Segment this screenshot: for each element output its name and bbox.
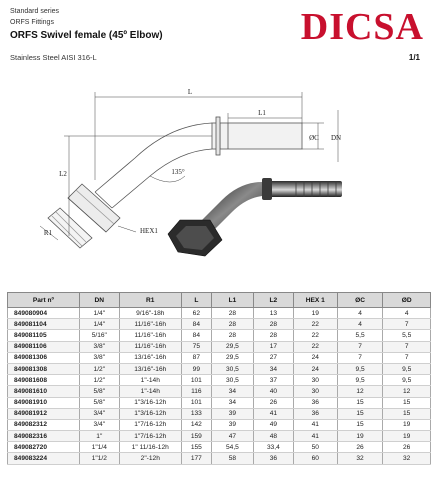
- table-cell: 28: [253, 319, 293, 330]
- table-cell: 32: [383, 453, 431, 464]
- table-cell: 1"7/16-12h: [119, 431, 181, 442]
- col-l2: L2: [253, 293, 293, 308]
- dim-L2: L2: [59, 170, 67, 178]
- table-cell: 36: [293, 408, 337, 419]
- table-cell: 30,5: [211, 375, 253, 386]
- table-cell: 1/2": [79, 363, 119, 374]
- table-cell: 12: [337, 386, 383, 397]
- table-cell: 849080904: [8, 308, 80, 319]
- table-cell: 49: [253, 419, 293, 430]
- spec-table-body: [8, 308, 431, 465]
- table-cell: 41: [293, 431, 337, 442]
- table-cell: 19: [383, 431, 431, 442]
- series-label: Standard series: [10, 8, 60, 15]
- table-cell: 1"7/16-12h: [119, 419, 181, 430]
- table-row: [8, 397, 431, 408]
- table-cell: 849083224: [8, 453, 80, 464]
- table-cell: 75: [181, 341, 211, 352]
- table-row: [8, 442, 431, 453]
- table-cell: 1" 11/16-12h: [119, 442, 181, 453]
- table-cell: 849081910: [8, 397, 80, 408]
- col-l1: L1: [211, 293, 253, 308]
- table-cell: 40: [253, 386, 293, 397]
- table-row: [8, 386, 431, 397]
- dim-R1: R1: [43, 229, 53, 237]
- table-row: [8, 363, 431, 374]
- table-cell: 7: [383, 341, 431, 352]
- table-row: [8, 308, 431, 319]
- table-cell: 26: [337, 442, 383, 453]
- col-hex1: HEX 1: [293, 293, 337, 308]
- table-cell: 15: [337, 419, 383, 430]
- dicsa-logo: [274, 6, 424, 44]
- table-cell: 15: [337, 408, 383, 419]
- table-cell: 5,5: [383, 330, 431, 341]
- table-row: [8, 330, 431, 341]
- table-cell: 1": [79, 431, 119, 442]
- table-cell: 3/8": [79, 341, 119, 352]
- table-cell: 19: [293, 308, 337, 319]
- col-dn: DN: [79, 293, 119, 308]
- table-cell: 7: [337, 341, 383, 352]
- page-title: ORFS Swivel female (45º Elbow): [10, 30, 163, 41]
- table-cell: 87: [181, 352, 211, 363]
- table-cell: 9,5: [383, 363, 431, 374]
- table-cell: 5,5: [337, 330, 383, 341]
- table-cell: 41: [293, 419, 337, 430]
- table-cell: 12: [383, 386, 431, 397]
- table-row: [8, 419, 431, 430]
- table-cell: 19: [383, 419, 431, 430]
- table-cell: 41: [253, 408, 293, 419]
- table-cell: 28: [211, 308, 253, 319]
- table-row: [8, 319, 431, 330]
- table-cell: 849082312: [8, 419, 80, 430]
- table-cell: 34: [253, 363, 293, 374]
- table-cell: 1"3/16-12h: [119, 408, 181, 419]
- table-cell: 29,5: [211, 341, 253, 352]
- table-cell: 849081104: [8, 319, 80, 330]
- spec-table: [7, 292, 431, 465]
- table-cell: 849081306: [8, 352, 80, 363]
- col-part-no: Part nº: [8, 293, 80, 308]
- table-cell: 39: [211, 408, 253, 419]
- table-cell: 133: [181, 408, 211, 419]
- table-cell: 5/8": [79, 397, 119, 408]
- category-label: ORFS Fittings: [10, 19, 54, 26]
- table-cell: 849082316: [8, 431, 80, 442]
- table-cell: 34: [211, 397, 253, 408]
- table-cell: 159: [181, 431, 211, 442]
- table-cell: 1"1/2: [79, 453, 119, 464]
- table-cell: 36: [293, 397, 337, 408]
- table-cell: 7: [337, 352, 383, 363]
- table-cell: 27: [253, 352, 293, 363]
- table-cell: 29,5: [211, 352, 253, 363]
- table-cell: 4: [337, 308, 383, 319]
- table-cell: 48: [253, 431, 293, 442]
- table-cell: 39: [211, 419, 253, 430]
- table-cell: 142: [181, 419, 211, 430]
- table-cell: 58: [211, 453, 253, 464]
- table-cell: 24: [293, 363, 337, 374]
- table-row: [8, 341, 431, 352]
- table-cell: 54,5: [211, 442, 253, 453]
- table-cell: 1/4": [79, 319, 119, 330]
- dim-L1: L1: [258, 109, 266, 117]
- table-cell: 3/4": [79, 419, 119, 430]
- table-cell: 13/16"-16h: [119, 352, 181, 363]
- table-cell: 3/8": [79, 352, 119, 363]
- table-cell: 62: [181, 308, 211, 319]
- table-cell: 1"3/16-12h: [119, 397, 181, 408]
- table-row: [8, 453, 431, 464]
- table-cell: 36: [253, 453, 293, 464]
- table-cell: 849081610: [8, 386, 80, 397]
- technical-drawing: [0, 80, 438, 290]
- table-cell: 7: [383, 352, 431, 363]
- table-header-row: [8, 293, 431, 308]
- table-cell: 849081105: [8, 330, 80, 341]
- table-cell: 7: [383, 319, 431, 330]
- table-cell: 5/8": [79, 386, 119, 397]
- table-cell: 30: [293, 386, 337, 397]
- table-cell: 1/4": [79, 308, 119, 319]
- table-cell: 1"-14h: [119, 375, 181, 386]
- dim-DN: DN: [330, 134, 342, 142]
- table-cell: 22: [293, 330, 337, 341]
- table-cell: 33,4: [253, 442, 293, 453]
- table-cell: 9/16"-18h: [119, 308, 181, 319]
- table-cell: 15: [337, 397, 383, 408]
- table-row: [8, 408, 431, 419]
- table-cell: 101: [181, 397, 211, 408]
- table-cell: 9,5: [383, 375, 431, 386]
- table-cell: 11/16"-16h: [119, 319, 181, 330]
- table-cell: 116: [181, 386, 211, 397]
- table-cell: 9,5: [337, 375, 383, 386]
- table-cell: 13: [253, 308, 293, 319]
- table-cell: 5/16": [79, 330, 119, 341]
- table-cell: 99: [181, 363, 211, 374]
- table-row: [8, 352, 431, 363]
- table-cell: 26: [383, 442, 431, 453]
- dim-L: L: [187, 88, 193, 96]
- table-cell: 849081912: [8, 408, 80, 419]
- table-cell: 22: [293, 319, 337, 330]
- table-cell: 19: [337, 431, 383, 442]
- material-label: Stainless Steel AISI 316-L: [10, 53, 97, 62]
- table-cell: 13/16"-16h: [119, 363, 181, 374]
- col-d: ØD: [383, 293, 431, 308]
- table-cell: 849081106: [8, 341, 80, 352]
- table-cell: 47: [211, 431, 253, 442]
- table-cell: 50: [293, 442, 337, 453]
- table-cell: 30,5: [211, 363, 253, 374]
- col-c: ØC: [337, 293, 383, 308]
- table-row: [8, 375, 431, 386]
- table-cell: 60: [293, 453, 337, 464]
- table-row: [8, 431, 431, 442]
- dim-hex: HEX1: [140, 227, 158, 235]
- table-cell: 849081608: [8, 375, 80, 386]
- table-cell: 22: [293, 341, 337, 352]
- table-cell: 84: [181, 330, 211, 341]
- table-cell: 34: [211, 386, 253, 397]
- table-cell: 24: [293, 352, 337, 363]
- table-cell: 849082720: [8, 442, 80, 453]
- table-cell: 28: [211, 319, 253, 330]
- table-cell: 4: [383, 308, 431, 319]
- table-cell: 3/4": [79, 408, 119, 419]
- table-cell: 849081308: [8, 363, 80, 374]
- table-cell: 1/2": [79, 375, 119, 386]
- table-cell: 11/16"-16h: [119, 341, 181, 352]
- col-r1: R1: [119, 293, 181, 308]
- dim-C: ØC: [309, 134, 319, 142]
- table-cell: 101: [181, 375, 211, 386]
- table-cell: 30: [293, 375, 337, 386]
- table-cell: 4: [337, 319, 383, 330]
- table-cell: 155: [181, 442, 211, 453]
- table-cell: 9,5: [337, 363, 383, 374]
- fitting-3d-render: [168, 178, 342, 256]
- table-cell: 11/16"-16h: [119, 330, 181, 341]
- table-cell: 1"-14h: [119, 386, 181, 397]
- table-cell: 84: [181, 319, 211, 330]
- table-cell: 1"1/4: [79, 442, 119, 453]
- table-cell: 15: [383, 397, 431, 408]
- dimension-lines: [40, 92, 338, 240]
- table-cell: 37: [253, 375, 293, 386]
- table-cell: 32: [337, 453, 383, 464]
- table-cell: 15: [383, 408, 431, 419]
- page-number: 1/1: [408, 53, 420, 62]
- dim-angle: 135°: [171, 168, 185, 176]
- table-cell: 17: [253, 341, 293, 352]
- table-cell: 177: [181, 453, 211, 464]
- table-cell: 26: [253, 397, 293, 408]
- table-cell: 2"-12h: [119, 453, 181, 464]
- table-cell: 28: [253, 330, 293, 341]
- table-cell: 28: [211, 330, 253, 341]
- col-l: L: [181, 293, 211, 308]
- svg-text:DICSA: DICSA: [300, 6, 424, 44]
